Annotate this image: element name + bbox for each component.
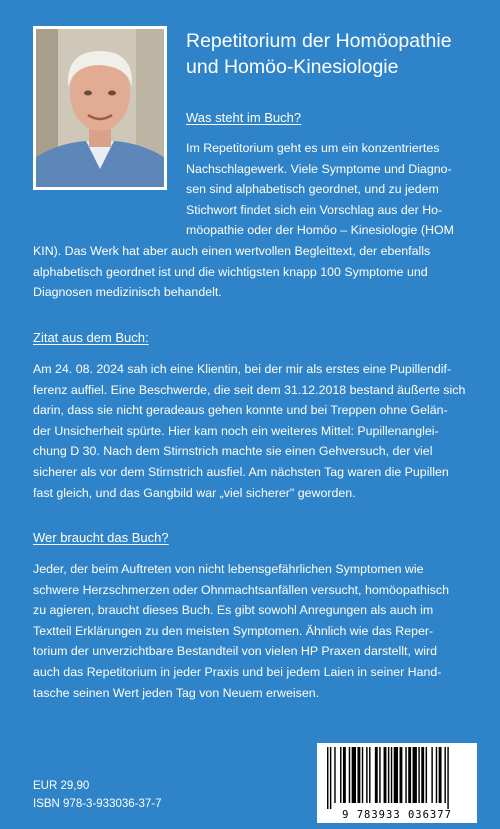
book-title xyxy=(186,28,486,80)
barcode-bar xyxy=(426,747,427,803)
section-text-quote xyxy=(33,359,473,503)
price-block xyxy=(33,777,162,813)
barcode-bar xyxy=(379,747,380,803)
title-line-1: Repetitorium der Homöopathie xyxy=(186,30,452,52)
barcode-bar xyxy=(375,747,378,803)
text-line: tasche seinen Wert jeden Tag von Neuem erweisen. xyxy=(33,685,320,700)
text-line: Nachschlagewerk. Viele Symptome und Diagno- xyxy=(186,161,452,176)
barcode-bar xyxy=(362,747,363,803)
text-line: chung D 30. Nach dem Stirnstrich machte sie einen Gehversuch, der viel xyxy=(33,444,433,459)
barcode-bar xyxy=(413,747,417,803)
barcode-bar xyxy=(444,747,445,803)
barcode-bar xyxy=(436,747,437,803)
barcode-bar xyxy=(330,747,331,809)
price: EUR 29,90 xyxy=(33,780,90,792)
text-line: schwere Herzschmerzen oder Ohnmachtsanfällen versucht, homöopathisch xyxy=(33,582,449,597)
barcode-digits: 9 783933 036377 xyxy=(342,809,452,821)
barcode-bar xyxy=(343,747,346,803)
text-line: Textteil Erklärungen zu den meisten Symptomen. Ähnlich wie das Reper- xyxy=(33,623,434,638)
text-line: darin, dass sie nicht geradeaus gehen konnte und bei Treppen ohne Gelän- xyxy=(33,403,448,418)
barcode-bar xyxy=(418,747,419,803)
barcode-bar xyxy=(421,747,424,803)
barcode-bar xyxy=(408,747,411,803)
barcode-bars xyxy=(317,743,477,809)
text-line: fast gleich, und das Gangbild war „viel sicherer" geworden. xyxy=(33,485,356,500)
barcode-bar xyxy=(349,747,350,803)
section-heading-quote: Zitat aus dem Buch: xyxy=(33,330,149,345)
text-line: Diagnosen medizinisch behandelt. xyxy=(33,285,222,300)
barcode-bar xyxy=(439,747,442,803)
barcode-bar xyxy=(369,747,370,803)
text-line: ferenz auffiel. Eine Beschwerde, die seit dem 31.12.2018 bestand äußerte sich xyxy=(33,382,466,397)
text-line: Im Repetitorium geht es um ein konzentriertes xyxy=(186,141,440,155)
barcode-bar xyxy=(394,747,398,803)
text-line: Jeder, der beim Auftreten von nicht lebensgefährlichen Symptomen wie xyxy=(33,562,424,576)
section-text-audience xyxy=(33,559,473,703)
barcode-bar xyxy=(400,747,403,803)
barcode-bar xyxy=(327,747,328,809)
barcode-bar xyxy=(388,747,389,803)
section-heading-content: Was steht im Buch? xyxy=(186,110,302,125)
barcode-bar xyxy=(431,747,432,803)
text-line: sen sind alphabetisch geordnet, und zu jedem xyxy=(186,182,439,197)
text-line: der Unsicherheit spürte. Hier kam noch ein weiteres Mittel: Pupillenanglei- xyxy=(33,423,439,438)
text-line: torium der unverzichtbare Bestandteil von vielen HP Praxen darstellt, wird xyxy=(33,644,438,659)
barcode-bar xyxy=(391,747,392,803)
barcode-bar xyxy=(384,747,387,803)
barcode-bar xyxy=(357,747,360,803)
barcode-bar xyxy=(352,747,356,803)
title-line-2: und Homöo-Kinesiologie xyxy=(186,56,399,78)
section-heading-audience: Wer braucht das Buch? xyxy=(33,530,169,545)
text-line: möopathie oder der Homöo – Kinesiologie (HOM xyxy=(186,223,454,238)
text-line: sicherer als vor dem Stirnstrich ausfiel. Am nächsten Tag waren die Pupillen xyxy=(33,464,449,479)
text-line: Stichwort findet sich ein Vorschlag aus der Ho- xyxy=(186,202,443,217)
section-text-content-bottom xyxy=(33,241,473,303)
isbn-barcode xyxy=(317,743,477,823)
barcode-bar xyxy=(334,747,335,803)
author-photo xyxy=(33,26,167,190)
text-line: alphabetisch geordnet ist und die wichtigsten knapp 100 Symptome und xyxy=(33,264,428,279)
barcode-bar xyxy=(366,747,367,803)
barcode-bar xyxy=(447,747,448,809)
text-line: KIN). Das Werk hat aber auch einen wertvollen Begleittext, der ebenfalls xyxy=(33,244,431,258)
section-text-content-top xyxy=(186,138,472,241)
text-line: zu agieren, braucht dieses Buch. Es gibt sowohl Anregungen als auch im xyxy=(33,603,434,618)
barcode-bar xyxy=(405,747,406,803)
text-line: auch das Repetitorium in jeder Praxis und bei jedem Laien in seiner Hand- xyxy=(33,664,442,679)
isbn: ISBN 978-3-933036-37-7 xyxy=(33,798,162,810)
barcode-bar xyxy=(340,747,341,803)
text-line: Am 24. 08. 2024 sah ich eine Klientin, bei der mir als erstes eine Pupillendif- xyxy=(33,362,452,376)
